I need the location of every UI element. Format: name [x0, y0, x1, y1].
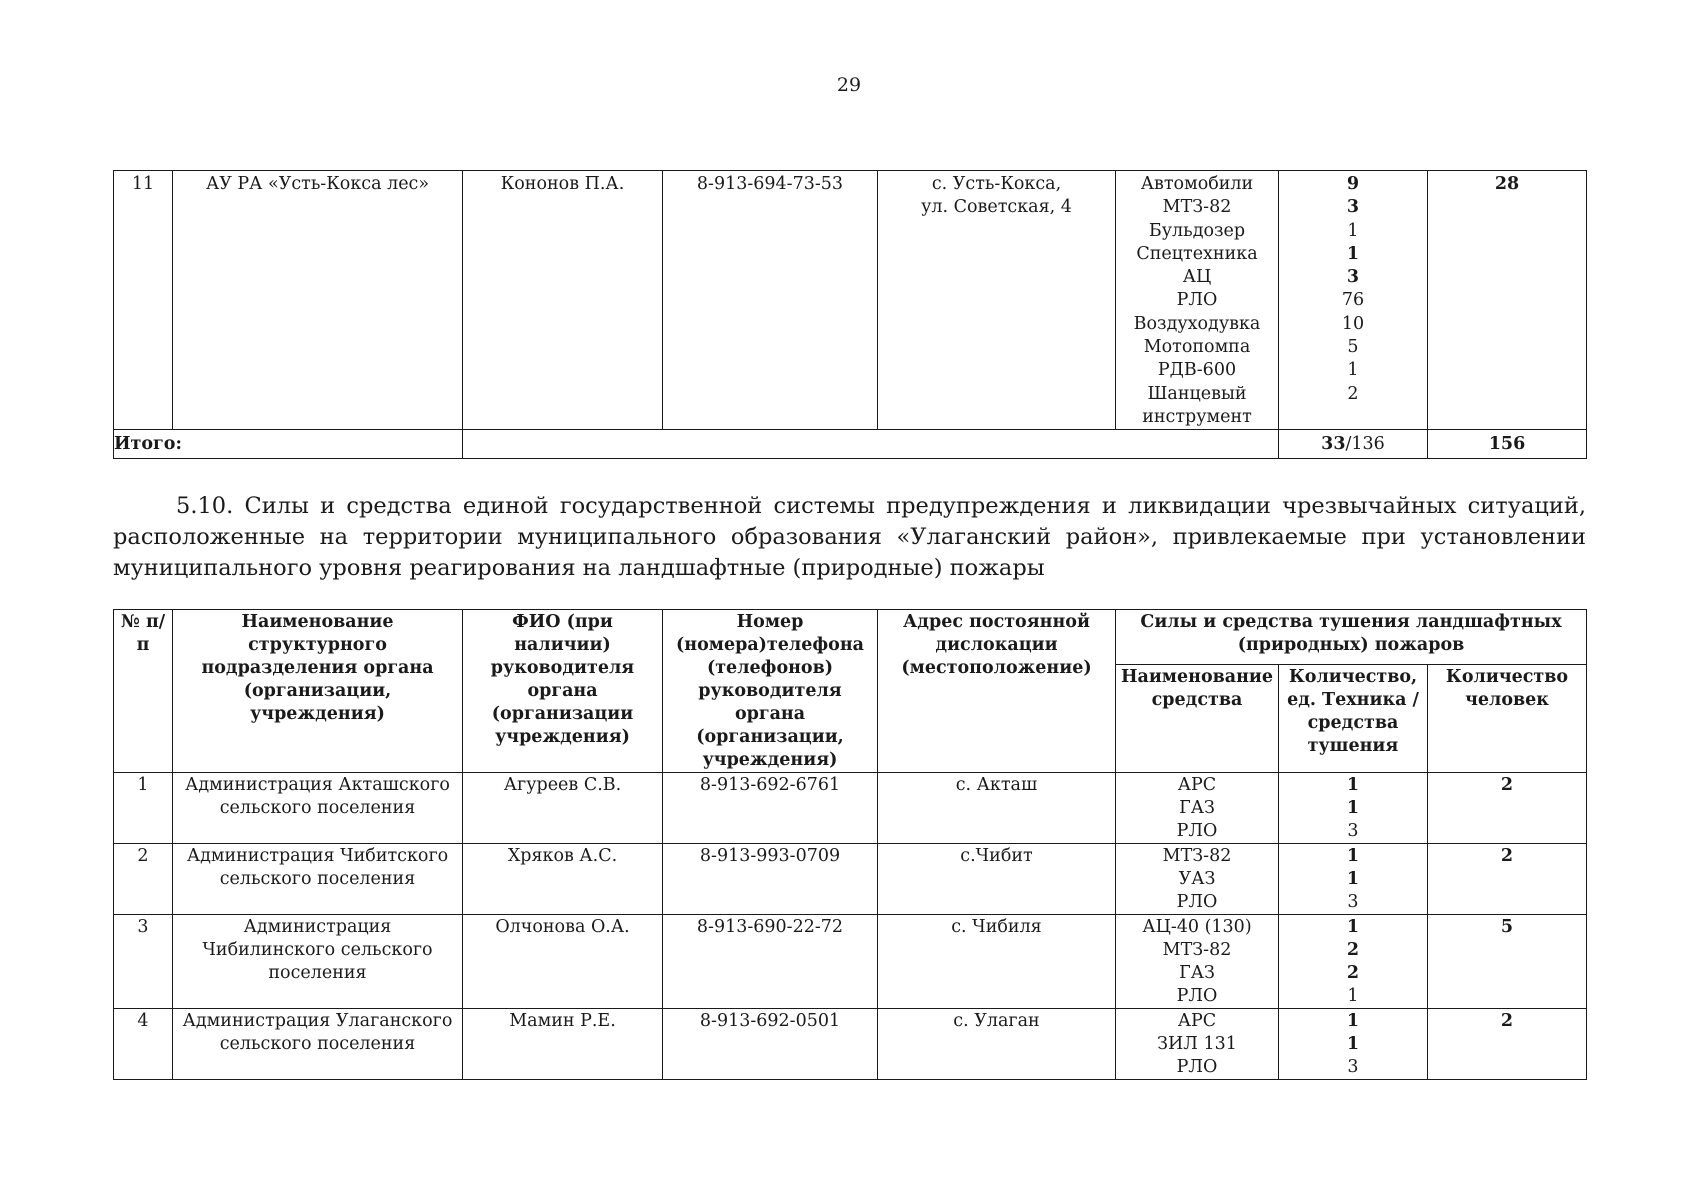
count-item: 1 [1346, 1034, 1360, 1054]
header-address: Адрес постоянной дислокации (местоположение) [878, 610, 1116, 773]
table-row [114, 773, 1587, 844]
means-item: ГАЗ [1179, 963, 1215, 983]
means-item: АРС [1177, 1011, 1217, 1031]
phone-number: 8-913-692-0501 [663, 1009, 878, 1080]
header-org: Наименование структурного подразделения органа (организации, учреждения) [173, 610, 463, 773]
count-item: 9 [1346, 174, 1360, 194]
means-list [1116, 171, 1279, 430]
people-count: 2 [1428, 844, 1587, 915]
counts-list [1279, 1009, 1428, 1080]
total-label: Итого: [114, 430, 463, 459]
means-item: Мотопомпа [1143, 337, 1251, 358]
phone-number: 8-913-694-73-53 [663, 171, 878, 430]
count-item: 1 [1346, 846, 1360, 866]
count-item: 3 [1346, 197, 1360, 218]
means-item: Воздуходувка [1133, 313, 1261, 334]
row-number: 4 [114, 1009, 173, 1080]
means-list [1116, 1009, 1279, 1080]
means-item: РЛО [1176, 821, 1218, 841]
head-fio: Мамин Р.Е. [463, 1009, 663, 1080]
means-item: АРС [1177, 775, 1217, 795]
count-item: 1 [1346, 917, 1360, 937]
table-row [114, 171, 1587, 430]
means-item: МТЗ-82 [1162, 940, 1232, 960]
means-list [1116, 844, 1279, 915]
address [878, 171, 1116, 430]
count-item: 1 [1347, 220, 1359, 241]
counts-list [1279, 171, 1428, 430]
means-item: Шанцевый [1147, 383, 1247, 404]
count-item: 5 [1347, 337, 1359, 358]
means-item: РЛО [1176, 1057, 1218, 1077]
header-fio: ФИО (при наличии) руководителя органа (организации учреждения) [463, 610, 663, 773]
row-number: 3 [114, 915, 173, 1009]
means-item: РДВ-600 [1157, 360, 1237, 381]
table-row [114, 844, 1587, 915]
total-count-rest: /136 [1345, 434, 1385, 455]
means-item: РЛО [1176, 986, 1218, 1006]
total-empty [463, 430, 1279, 459]
head-fio: Агуреев С.В. [463, 773, 663, 844]
means-item: ГАЗ [1179, 798, 1215, 818]
count-item: 2 [1346, 940, 1360, 960]
count-item: 1 [1346, 1011, 1360, 1031]
count-item: 1 [1346, 798, 1360, 818]
count-item: 1 [1346, 775, 1360, 795]
organization-name: АУ РА «Усть-Кокса лес» [173, 171, 463, 430]
head-fio: Олчонова О.А. [463, 915, 663, 1009]
address: с. Акташ [878, 773, 1116, 844]
total-people: 156 [1428, 430, 1587, 459]
means-item: ЗИЛ 131 [1157, 1034, 1237, 1054]
organization-name: Администрация Чибилинского сельского поселения [173, 915, 463, 1009]
address: с. Улаган [878, 1009, 1116, 1080]
table-forces-means [113, 609, 1587, 1080]
phone-number: 8-913-690-22-72 [663, 915, 878, 1009]
means-item: АЦ-40 (130) [1142, 917, 1252, 937]
section-heading-text: 5.10. Силы и средства единой государственной системы предупреждения и ликвидации чрезвычайных ситуаций, расположенные на территории муниципального образования «Улаганский район», привлекаемые при установлении муниципального уровня реагирования на ландшафтные (природные) пожары [113, 493, 1586, 581]
count-item: 3 [1347, 821, 1359, 841]
people-count: 2 [1428, 773, 1587, 844]
count-item: 2 [1347, 383, 1359, 404]
header-people: Количество человек [1428, 665, 1587, 773]
means-item: РЛО [1176, 892, 1218, 912]
row-number: 11 [114, 171, 173, 430]
means-item: РЛО [1176, 290, 1218, 311]
count-item: 76 [1341, 290, 1365, 311]
counts-list [1279, 773, 1428, 844]
organization-name: Администрация Чибитского сельского поселения [173, 844, 463, 915]
count-item: 3 [1347, 892, 1359, 912]
count-item: 1 [1347, 360, 1359, 381]
total-row [114, 430, 1587, 459]
phone-number: 8-913-692-6761 [663, 773, 878, 844]
people-count: 5 [1428, 915, 1587, 1009]
count-item: 1 [1346, 869, 1360, 889]
row-number: 1 [114, 773, 173, 844]
organization-name: Администрация Улаганского сельского поселения [173, 1009, 463, 1080]
count-item: 10 [1341, 313, 1365, 334]
table-row [114, 915, 1587, 1009]
address: с. Чибиля [878, 915, 1116, 1009]
header-row [114, 610, 1587, 665]
row-number: 2 [114, 844, 173, 915]
head-fio: Хряков А.С. [463, 844, 663, 915]
page-number: 29 [836, 74, 862, 96]
means-list [1116, 915, 1279, 1009]
means-item: МТЗ-82 [1162, 197, 1232, 218]
counts-list [1279, 844, 1428, 915]
head-fio: Кононов П.А. [463, 171, 663, 430]
table-top-continuation [113, 170, 1587, 459]
means-item: Бульдозер [1148, 220, 1246, 241]
people-count: 2 [1428, 1009, 1587, 1080]
means-item: Спецтехника [1136, 243, 1258, 264]
organization-name: Администрация Акташского сельского поселения [173, 773, 463, 844]
means-item: АЦ [1182, 267, 1212, 288]
means-item: МТЗ-82 [1162, 846, 1232, 866]
count-item: 2 [1346, 963, 1360, 983]
means-list [1116, 773, 1279, 844]
phone-number: 8-913-993-0709 [663, 844, 878, 915]
address-line: ул. Советская, 4 [921, 197, 1072, 218]
header-forces: Силы и средства тушения ландшафтных (природных) пожаров [1116, 610, 1587, 665]
count-item: 1 [1346, 243, 1360, 264]
table-row [114, 1009, 1587, 1080]
address-line: с. Усть-Кокса, [931, 174, 1062, 194]
address: с.Чибит [878, 844, 1116, 915]
count-item: 1 [1347, 986, 1359, 1006]
total-count-bold: 33 [1321, 434, 1346, 455]
header-qty: Количество, ед. Техника /средства тушения [1279, 665, 1428, 773]
total-count [1279, 430, 1428, 459]
means-item: Автомобили [1140, 174, 1254, 194]
means-item: УАЗ [1178, 869, 1216, 889]
header-means-name: Наименование средства [1116, 665, 1279, 773]
header-num: № п/п [114, 610, 173, 773]
count-item: 3 [1347, 1057, 1359, 1077]
count-item: 3 [1346, 267, 1360, 288]
means-item: инструмент [1142, 406, 1252, 427]
counts-list [1279, 915, 1428, 1009]
people-count: 28 [1428, 171, 1587, 430]
header-phone: Номер (номера)телефона (телефонов) руководителя органа (организации, учреждения) [663, 610, 878, 773]
